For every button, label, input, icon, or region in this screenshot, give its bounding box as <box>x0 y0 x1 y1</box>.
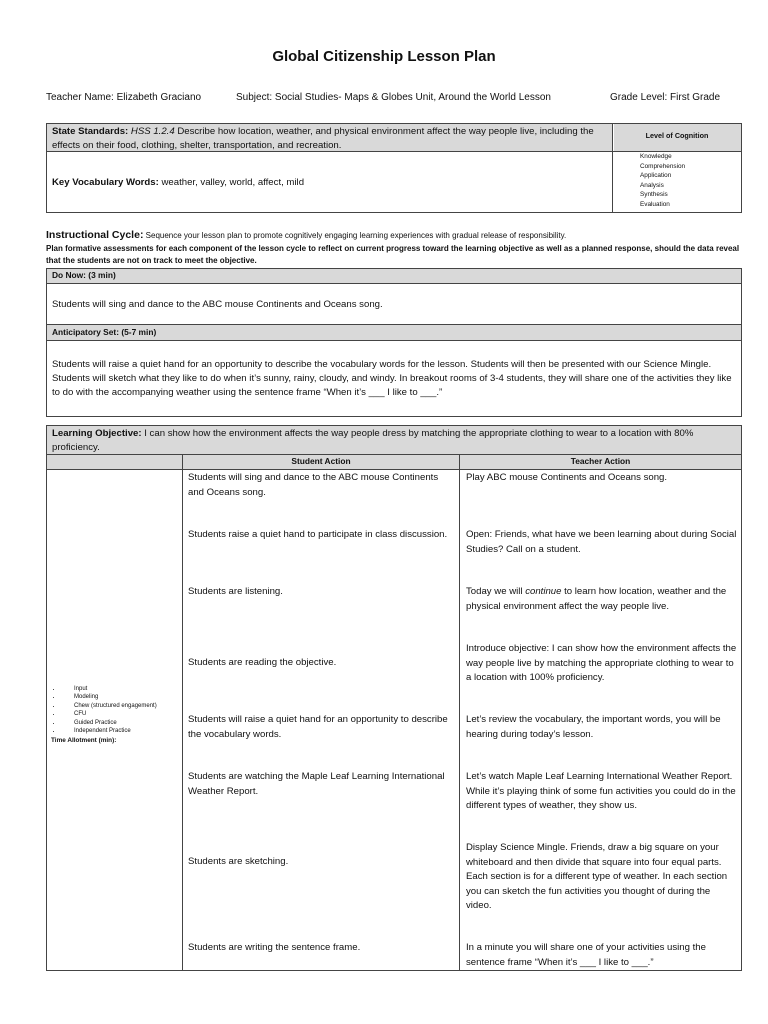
state-standards-label: State Standards: <box>52 126 129 137</box>
cognition-level: Synthesis <box>640 191 668 199</box>
state-standards <box>52 125 608 153</box>
component-item: • Guided Practice <box>62 719 157 727</box>
teacher-action: Open: Friends, what have we been learning about during Social Studies? Call on a student. <box>466 529 737 555</box>
teacher-action: Let’s review the vocabulary, the important words, you will be hearing during today’s lesson. <box>466 714 721 740</box>
do-now-label: Do Now: (3 min) <box>52 270 116 280</box>
standards-code: HSS 1.2.4 <box>130 126 175 137</box>
do-now-text: Students will sing and dance to the ABC mouse Continents and Oceans song. <box>52 299 383 310</box>
teacher-action: Play ABC mouse Continents and Oceans song. <box>466 472 668 483</box>
time-allotment: Time Allotment (min): <box>51 737 117 744</box>
anticipatory-label: Anticipatory Set: (5-7 min) <box>52 327 157 337</box>
teacher-action-emphasis: continue <box>525 586 562 597</box>
key-vocabulary <box>52 176 304 190</box>
learning-objective <box>52 427 738 455</box>
objective-text: I can show how the environment affects the way people dress by matching the appropriate clothing to wear to a location with 80% proficiency. <box>52 428 694 453</box>
student-action: Students are writing the sentence frame. <box>188 942 361 953</box>
vocab-text: weather, valley, world, affect, mild <box>158 177 305 188</box>
subject: Subject: Social Studies- Maps & Globes Unit, Around the World Lesson <box>236 92 551 103</box>
cognition-level: Analysis <box>640 181 664 189</box>
component-item: • CFU <box>62 710 157 718</box>
page-title: Global Citizenship Lesson Plan <box>272 48 496 65</box>
student-action: Students are sketching. <box>188 856 289 867</box>
instructional-cycle <box>46 229 742 242</box>
student-action: Students raise a quiet hand to participate in class discussion. <box>188 529 448 540</box>
student-action: Students are watching the Maple Leaf Learning International Weather Report. <box>188 771 445 797</box>
grade-level: Grade Level: First Grade <box>610 92 721 103</box>
cognition-levels <box>640 152 685 210</box>
anticipatory-text: Students will raise a quiet hand for an opportunity to describe the vocabulary words for the lesson. Students will then be presented with our Science Mingle. Students will sketch what they like to do when it’s sunny, rainy, cloudy, and windy. In breakout rooms of 3-4 students, they will share one of the activities they like to do with the accompanying weather using the sentence frame “When it’s ___ I like to ___.” <box>52 359 732 398</box>
vocab-label: Key Vocabulary Words: <box>52 177 159 188</box>
teacher-action-header: Teacher Action <box>570 456 631 466</box>
component-item: • Input <box>62 685 157 693</box>
teacher-action: In a minute you will share one of your activities using the sentence frame “When it’s ___ I like to ___.” <box>466 942 706 968</box>
student-action: Students are listening. <box>188 586 283 597</box>
teacher-action: Introduce objective: I can show how the environment affects the way people live by matching the appropriate clothing to wear to a location with 100% proficiency. <box>466 643 737 683</box>
cognition-level: Comprehension <box>640 162 686 170</box>
instructional-heading: Instructional Cycle: <box>46 229 144 241</box>
teacher-action-part: to learn how location, weather and the physical environment affect the way people live. <box>466 586 727 612</box>
instructional-heading-rest: Sequence your lesson plan to promote cognitively engaging learning experiences with gradual release of responsibility. <box>143 231 567 240</box>
cognition-level: Application <box>640 172 672 180</box>
teacher-action: Display Science Mingle. Friends, draw a big square on your whiteboard and then divide that square into four equal parts. Each section is for a different type of weather. In each section you can sketch the fun activities you thought of during the video. <box>466 842 728 911</box>
component-item: • Chew (structured engagement) <box>62 702 157 710</box>
teacher-action <box>466 585 738 614</box>
instructional-line2: Plan formative assessments for each component of the lesson cycle to reflect on current progress toward the learning objective as well as a planned response, should the data reveal that the students are not on track to meet the objective. <box>46 244 740 265</box>
standards-text: Describe how location, weather, and physical environment affect the way people live, including the effects on their food, clothing, shelter, transportation, and recreation. <box>52 126 594 151</box>
student-action: Students are reading the objective. <box>188 657 337 668</box>
teacher-action-part: Today we will <box>466 586 526 597</box>
student-action: Students will raise a quiet hand for an opportunity to describe the vocabulary words. <box>188 714 448 740</box>
component-item: • Independent Practice <box>62 727 157 735</box>
teacher-action: Let’s watch Maple Leaf Learning International Weather Report. While it’s playing think of some fun activities you could do in the different types of weather, they show us. <box>466 771 736 811</box>
cognition-header: Level of Cognition <box>645 131 709 140</box>
cognition-level: Knowledge <box>640 153 672 160</box>
objective-label: Learning Objective: <box>52 428 142 439</box>
teacher-name: Teacher Name: Elizabeth Graciano <box>46 92 202 103</box>
cognition-level: Evaluation <box>640 200 670 208</box>
student-action-header: Student Action <box>291 456 351 466</box>
component-item: • Modeling <box>62 693 157 701</box>
component-list <box>40 685 157 735</box>
student-action: Students will sing and dance to the ABC mouse Continents and Oceans song. <box>188 472 439 498</box>
